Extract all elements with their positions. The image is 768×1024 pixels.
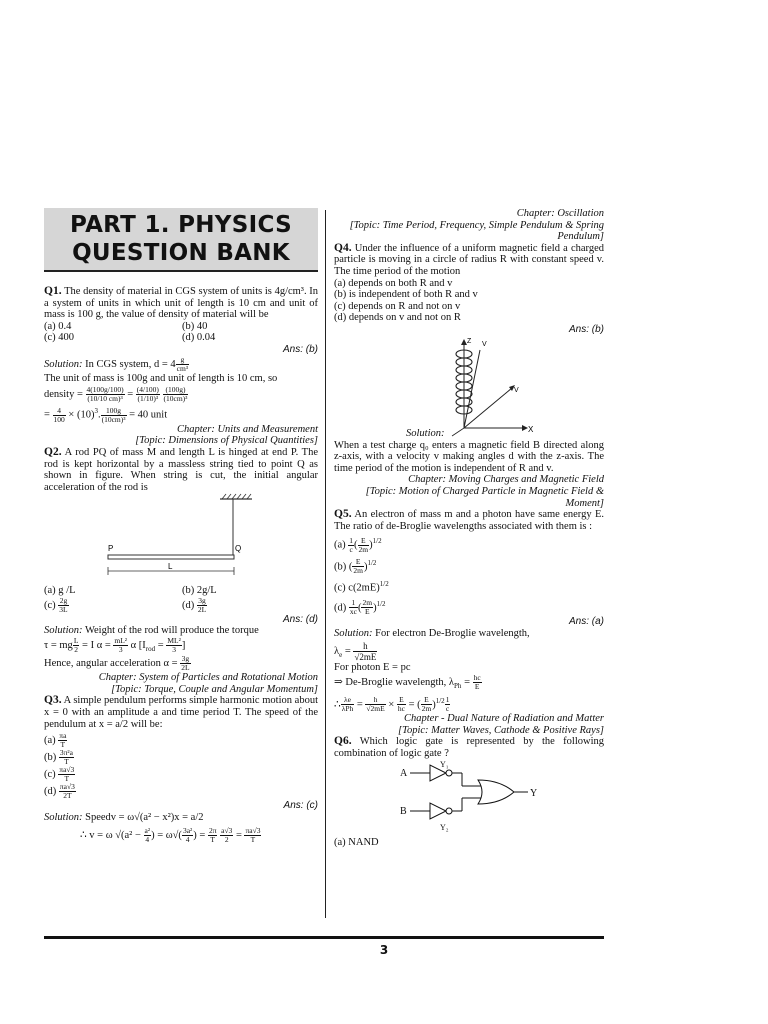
q2-answer: Ans: (d) <box>282 613 318 625</box>
page-number: 3 <box>379 943 389 957</box>
q4-topic: [Topic: Motion of Charged Particle in Magnetic Field & Moment] <box>365 485 604 509</box>
footer-rule <box>44 936 604 939</box>
q6-text: Q6. Which logic gate is represented by the following combination of logic gate ? <box>334 735 604 759</box>
q4-option-b: (b) is independent of both R and v <box>334 289 478 301</box>
q2-solution-line3: Hence, angular acceleration α = $\frac{3g}{2L}$ <box>44 654 190 673</box>
q2-topic: [Topic: Torque, Couple and Angular Momentum] <box>111 683 318 695</box>
label-p: P <box>108 544 114 554</box>
q1-number: Q1. <box>44 285 62 297</box>
q5-topic: [Topic: Matter Waves, Cathode & Positive Rays] <box>398 724 604 736</box>
label-v: V <box>514 386 519 394</box>
q4-number: Q4. <box>334 241 352 254</box>
q5-solution-line1: Solution: For electron De-Broglie wavelength, <box>334 627 530 639</box>
q3-option-b: (b) $\frac{\text{3π²a}}{T}$ <box>44 748 73 767</box>
q5-option-d: (d) $\frac{1}{xc}$ ( $\frac{2m}{E}$ )$^{1/2}$ <box>334 598 386 617</box>
q3-answer: Ans: (c) <box>283 800 318 812</box>
logic-gate-figure <box>334 760 604 834</box>
q2-option-d: (d) $\frac{3g}{2L}$ <box>182 595 207 614</box>
q1-text: Q1. The density of material in CGS system of units is 4g/cm³. In a system of units in which unit of length is 10 cm and unit of mass is 100 g, the value of density of material will be <box>44 285 319 321</box>
left-column <box>44 208 318 844</box>
oscillation-topic: [Topic: Time Period, Frequency, Simple Pendulum & Spring Pendulum] <box>349 219 604 243</box>
q1-option-c: (c) 400 <box>44 332 75 344</box>
q1-options <box>44 321 318 344</box>
q5-option-b: (b) ( $\frac{E}{2m}$ )$^{1/2}$ <box>334 557 377 576</box>
q5-option-c: (c) $c(2mE)^{1/2}$ <box>334 580 389 594</box>
q4-answer: Ans: (b) <box>568 323 604 335</box>
q1-density-equation: density = $\frac{4(100g/100)}{\text{(10/10 cm)³}}$ = $\frac{(4/100)}{\text{(1/10)³}}$ $\frac{(100g)}{\text{(10cm)³}}$ <box>44 385 188 404</box>
q5-text: Q5. An electron of mass m and a photon have same energy E. The ratio of de-Broglie wavelengths associated with them is : <box>334 508 605 532</box>
helix-figure <box>334 336 604 440</box>
right-column <box>334 208 604 849</box>
q2-chapter: Chapter: System of Particles and Rotational Motion <box>98 672 318 684</box>
q1-option-b: (b) 40 <box>182 320 208 332</box>
q5-answer: Ans: (a) <box>568 616 604 628</box>
column-divider <box>325 210 326 918</box>
part-title: PART 1. PHYSICS QUESTION BANK <box>44 208 318 272</box>
q1-solution-line2: The unit of mass is 100g and unit of length is 10 cm, so <box>44 372 278 384</box>
q4-solution-label: Solution: <box>406 427 445 439</box>
q4-text: Q4. Under the influence of a uniform magnetic field a charged particle is moving in a circle of radius R with constant speed v. The time period of the motion <box>334 241 604 277</box>
q3-speed-equation: ∴ v = ω √(a² − $\frac{\text{a²}}{4}$ ) = ω√( $\frac{\text{3a²}}{4}$ ) = $\frac{2\pi}{T}$ $\frac{a√3}{2}$ = $\frac{\pi a√3}{T}$ <box>80 826 261 845</box>
q4-solution-text: When a test charge q₀ enters a magnetic field B directed along z-axis, with a velocity v making angles d with the z-axis. The time period of the motion is independent of R and v. <box>334 439 604 474</box>
q1-chapter: Chapter: Units and Measurement <box>176 423 318 435</box>
q5-option-a: (a) $\frac{1}{c}$ ( $\frac{E}{2m}$ )$^{1/2}$ <box>334 535 382 554</box>
q1-option-a: (a) 0.4 <box>44 320 72 332</box>
q1-answer: Ans: (b) <box>282 343 318 355</box>
q3-text: Q3. A simple pendulum performs simple harmonic motion about x = 0 with an amplitude a and time period T. The speed of the pendulum at x = a/2 will be: <box>44 694 318 730</box>
q1-option-d: (d) 0.04 <box>182 332 216 344</box>
q5-chapter: Chapter - Dual Nature of Radiation and Matter <box>404 713 604 725</box>
q2-text: Q2. A rod PQ of mass M and length L is hinged at end P. The rod is kept horizontal by a massless string tied to point Q as shown in figure. When string is cut, the initial angular acceleration of the rod is <box>44 445 318 493</box>
q3-option-c: (c) $\frac{\pi a√3}{T}$ <box>44 765 75 784</box>
output-y-label: Y <box>530 787 538 799</box>
q4-chapter: Chapter: Moving Charges and Magnetic Field <box>408 474 604 486</box>
q2-number: Q2. <box>44 445 62 458</box>
q6-option-a: (a) NAND <box>334 837 379 849</box>
q5-solution-line3: ⇒ De-Broglie wavelength, $\lambda_{Ph}$ = $\frac{hc}{E}$ <box>334 672 481 691</box>
q2-options <box>44 585 318 614</box>
input-a-label: A <box>400 767 408 779</box>
label-vz: V <box>482 340 487 348</box>
q5-electron-wavelength: $\lambda_e$ = $\frac{h}{√2mE}$ <box>334 641 377 663</box>
q2-torque-equation: τ = mg $\frac{L}{2}$ = I α = $\frac{\text{mL²}}{3}$ α [$I_{rod}$ = $\frac{\text{ML²}}{3}$ ] <box>44 635 186 654</box>
q4-option-d: (d) depends on v and not on R <box>334 312 461 324</box>
q1-topic: [Topic: Dimensions of Physical Quantities] <box>135 435 318 447</box>
input-b-label: B <box>400 805 407 817</box>
q3-solution-line1: Solution: Speedv = ω√(a² − x²)x = a/2 <box>44 811 204 823</box>
label-q: Q <box>235 544 242 554</box>
q2-option-a: (a) g /L <box>44 584 76 596</box>
q2-option-b: (b) 2g/L <box>182 584 217 596</box>
q5-solution-line2: For photon E = pc <box>334 662 411 674</box>
label-l: L <box>168 562 173 572</box>
q4-option-c: (c) depends on R and not on v <box>334 300 461 312</box>
q3-option-a: (a) $\frac{\pi a}{T}$ <box>44 731 67 750</box>
q5-number: Q5. <box>334 508 352 521</box>
q2-solution-line1: Solution: Weight of the rod will produce the torque <box>44 625 259 637</box>
y1-label: Y₁ <box>440 759 449 769</box>
label-z: Z <box>467 337 472 345</box>
oscillation-chapter: Chapter: Oscillation <box>516 208 604 219</box>
q2-option-c: (c) $\frac{2g}{3L}$ <box>44 595 68 614</box>
q1-result-equation: = $\frac{4}{100}$ × $(10)^3$. $\frac{100g}{\text{(10cm)³}}$ = 40 unit <box>44 405 168 424</box>
q1-solution-line1: Solution: In CGS system, d = 4 $\frac{g}{\text{cm³}}$ <box>44 354 189 373</box>
y2-label: Y₂ <box>440 822 449 832</box>
q6-number: Q6. <box>334 735 352 748</box>
hinged-rod-figure <box>44 493 318 581</box>
q5-ratio-equation: ∴ $\frac{\lambda e}{\text{λPh}}$ = $\frac{h}{√2mE}$ × $\frac{E}{hc}$ = ( $\frac{E}{2m}$ )$^{1/2}$ $\frac{1}{c}$ <box>334 695 450 714</box>
q3-number: Q3. <box>44 694 62 707</box>
q3-option-d: (d) $\frac{\pi a√3}{2T}$ <box>44 782 75 801</box>
q4-option-a: (a) depends on both R and v <box>334 277 453 289</box>
label-x: X <box>528 424 534 434</box>
q4-solution-figure-block <box>334 336 604 440</box>
